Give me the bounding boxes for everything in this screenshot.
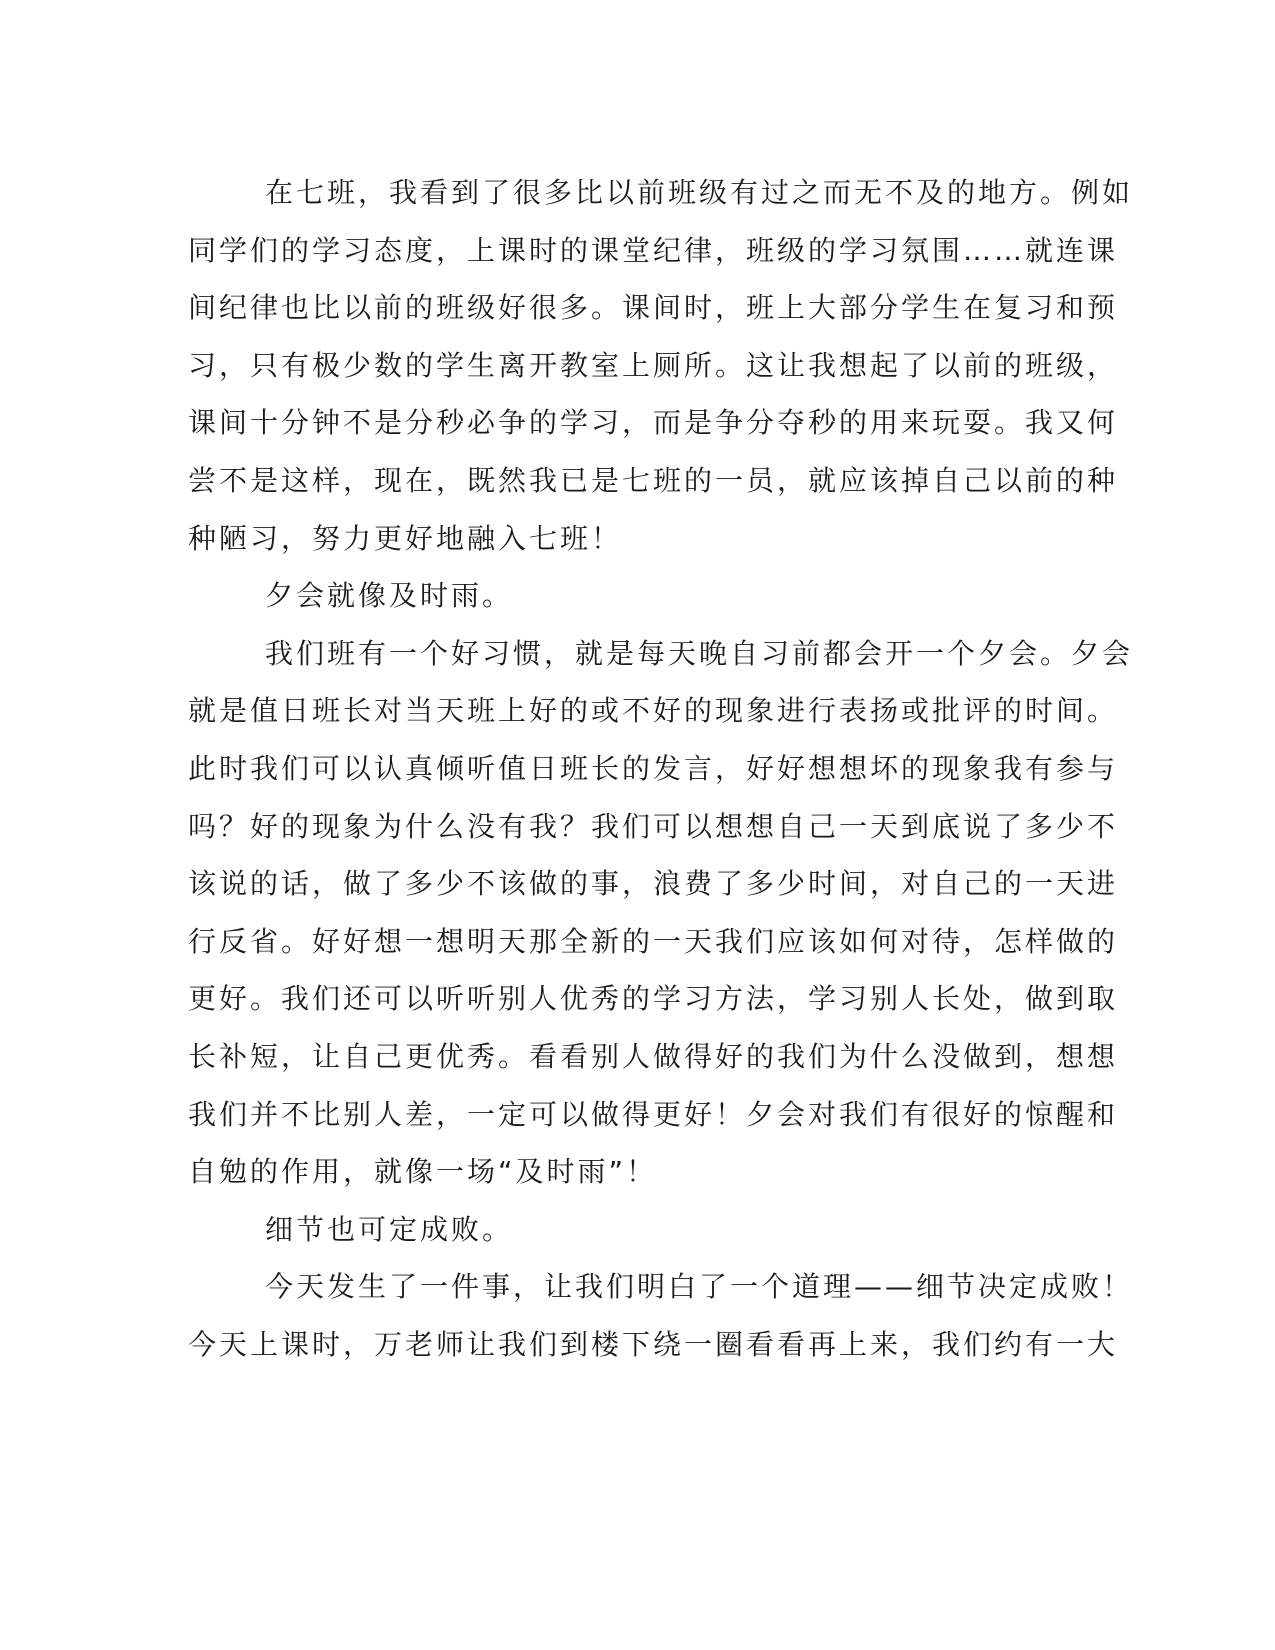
paragraph-line: 吗？好的现象为什么没有我？我们可以想想自己一天到底说了多少不 bbox=[188, 809, 1119, 843]
paragraph-line: 自勉的作用，就像一场“及时雨”！ bbox=[188, 1155, 658, 1189]
paragraph-line: 此时我们可以认真倾听值日班长的发言，好好想想坏的现象我有参与 bbox=[188, 751, 1119, 785]
paragraph-line: 我们并不比别人差，一定可以做得更好！夕会对我们有很好的惊醒和 bbox=[188, 1097, 1119, 1131]
paragraph-line: 就是值日班长对当天班上好的或不好的现象进行表扬或批评的时间。 bbox=[188, 694, 1119, 728]
body-text bbox=[188, 164, 1134, 1373]
section-heading: 细节也可定成败。 bbox=[265, 1212, 514, 1246]
paragraph-line: 种陋习，努力更好地融入七班！ bbox=[188, 521, 623, 555]
section-heading: 夕会就像及时雨。 bbox=[265, 579, 514, 613]
paragraph-line: 尝不是这样，现在，既然我已是七班的一员，就应该掉自己以前的种 bbox=[188, 463, 1119, 497]
paragraph-line: 间纪律也比以前的班级好很多。课间时，班上大部分学生在复习和预 bbox=[188, 291, 1119, 325]
paragraph-line: 同学们的学习态度，上课时的课堂纪律，班级的学习氛围……就连课 bbox=[188, 233, 1119, 267]
paragraph-line: 今天发生了一件事，让我们明白了一个道理——细节决定成败！ bbox=[265, 1270, 1134, 1304]
paragraph-line: 更好。我们还可以听听别人优秀的学习方法，学习别人长处，做到取 bbox=[188, 982, 1119, 1016]
paragraph-line: 我们班有一个好习惯，就是每天晚自习前都会开一个夕会。夕会 bbox=[265, 636, 1134, 670]
paragraph-line: 习，只有极少数的学生离开教室上厕所。这让我想起了以前的班级， bbox=[188, 348, 1119, 382]
paragraph-line: 行反省。好好想一想明天那全新的一天我们应该如何对待，怎样做的 bbox=[188, 924, 1119, 958]
paragraph-line: 在七班，我看到了很多比以前班级有过之而无不及的地方。例如 bbox=[265, 176, 1134, 209]
paragraph-line: 今天上课时，万老师让我们到楼下绕一圈看看再上来，我们约有一大 bbox=[188, 1327, 1119, 1361]
paragraph-line: 课间十分钟不是分秒必争的学习，而是争分夺秒的用来玩耍。我又何 bbox=[188, 406, 1119, 440]
paragraph-line: 该说的话，做了多少不该做的事，浪费了多少时间，对自己的一天进 bbox=[188, 867, 1119, 901]
paragraph-line: 长补短，让自己更优秀。看看别人做得好的我们为什么没做到，想想 bbox=[188, 1039, 1119, 1073]
